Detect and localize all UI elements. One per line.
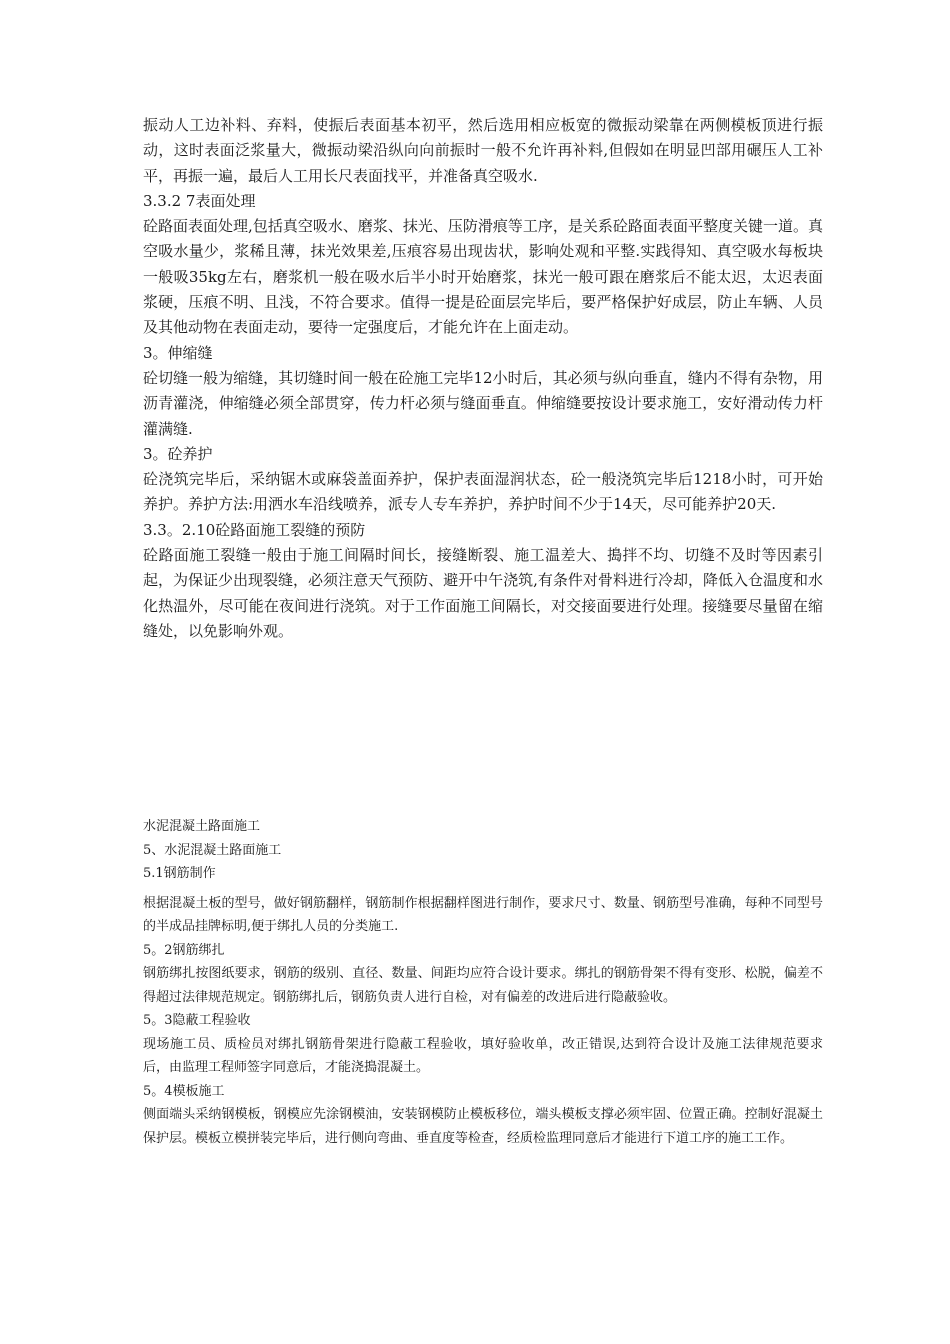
section-title: 水泥混凝土路面施工: [143, 819, 261, 834]
heading-rebar-binding: 5。2钢筋绑扎: [143, 942, 225, 958]
section-subtitle: 5、水泥混凝土路面施工: [143, 842, 282, 858]
section-road-surface-treatment: [143, 113, 823, 644]
paragraph-formwork: 侧面端头采纳钢模板，钢模应先涂钢模油，安装钢模防止模板移位，端头模板支撑必须牢固、位置正确。控制好混凝土保护层。模板立模拼装完毕后，进行侧向弯曲、垂直度等检查，经质检监理同意后才能进行下道工序的施工工作。: [143, 1107, 823, 1146]
paragraph-expansion-joint: 砼切缝一般为缩缝，其切缝时间一般在砼施工完毕12小时后，其必须与纵向垂直，缝内不得有杂物，用沥青灌浇，伸缩缝必须全部贯穿，传力杆必须与缝面垂直。伸缩缝要按设计要求施工，安好滑动传力杆灌满缝.: [143, 368, 823, 438]
heading-curing: 3。砼养护: [143, 444, 213, 463]
paragraph-rebar-fabrication: 根据混凝土板的型号，做好钢筋翻样，钢筋制作根据翻样图进行制作，要求尺寸、数量、钢筋型号准确，每种不同型号的半成品挂牌标明,便于绑扎人员的分类施工.: [143, 895, 823, 934]
heading-concealed-inspection: 5。3隐蔽工程验收: [143, 1013, 251, 1028]
paragraph-curing: 砼浇筑完毕后，采纳锯木或麻袋盖面养护，保护表面湿润状态，砼一般浇筑完毕后1218小时，可开始养护。养护方法:用洒水车沿线喷养，派专人专车养护，养护时间不少于14天，尽可能养护20天.: [143, 470, 823, 514]
heading-formwork: 5。4模板施工: [143, 1083, 225, 1099]
heading-expansion-joint: 3。伸缩缝: [143, 343, 213, 362]
heading-crack-prevention: 3.3。2.10砼路面施工裂缝的预防: [143, 520, 366, 539]
paragraph-crack-prevention: 砼路面施工裂缝一般由于施工间隔时间长，接缝断裂、施工温差大、搗拌不均、切缝不及时等因素引起，为保证少出现裂缝，必须注意天气预防、避开中午浇筑,有条件对骨料进行冷却，降低入仓温度和水化热温外，尽可能在夜间进行浇筑。对于工作面施工间隔长，对交接面要进行处理。接缝要尽量留在缩缝处，以免影响外观。: [143, 546, 823, 640]
paragraph-vibration: 振动人工边补料、弃料，使振后表面基本初平，然后选用相应板宽的微振动梁靠在两侧模板顶进行振动，这时表面泛浆量大，微振动梁沿纵向向前振时一般不允许再补料,但假如在明显凹部用碾压人工补平，再振一遍，最后人工用长尺表面找平，并准备真空吸水.: [143, 116, 823, 185]
paragraph-concealed-inspection: 现场施工员、质检员对绑扎钢筋骨架进行隐蔽工程验收，填好验收单，改正错误,达到符合设计及施工法律规范要求后，由监理工程师签字同意后，才能浇搗混凝土。: [143, 1036, 823, 1075]
heading-rebar-fabrication: 5.1钢筋制作: [143, 866, 216, 881]
section-cement-concrete-pavement: [143, 815, 823, 1150]
heading-surface-treatment: 3.3.2 7表面处理: [143, 191, 256, 210]
paragraph-surface-treatment: 砼路面表面处理,包括真空吸水、磨浆、抹光、压防滑痕等工序，是关系砼路面表面平整度关键一道。真空吸水量少，浆稀且薄，抹光效果差,压痕容易出现齿状，影响处观和平整.实践得知、真空吸水每板块一般吸35kg左右，磨浆机一般在吸水后半小时开始磨浆，抹光一般可跟在磨浆后不能太迟，太迟表面浆硬，压痕不明、且浅，不符合要求。值得一提是砼面层完毕后，要严格保护好成层，防止车辆、人员及其他动物在表面走动，要待一定强度后，才能允许在上面走动。: [143, 217, 823, 337]
paragraph-rebar-binding: 钢筋绑扎按图纸要求，钢筋的级别、直径、数量、间距均应符合设计要求。绑扎的钢筋骨架不得有变形、松脱，偏差不得超过法律规范规定。钢筋绑扎后，钢筋负责人进行自检，对有偏差的改进后进行隐蔽验收。: [143, 966, 823, 1005]
